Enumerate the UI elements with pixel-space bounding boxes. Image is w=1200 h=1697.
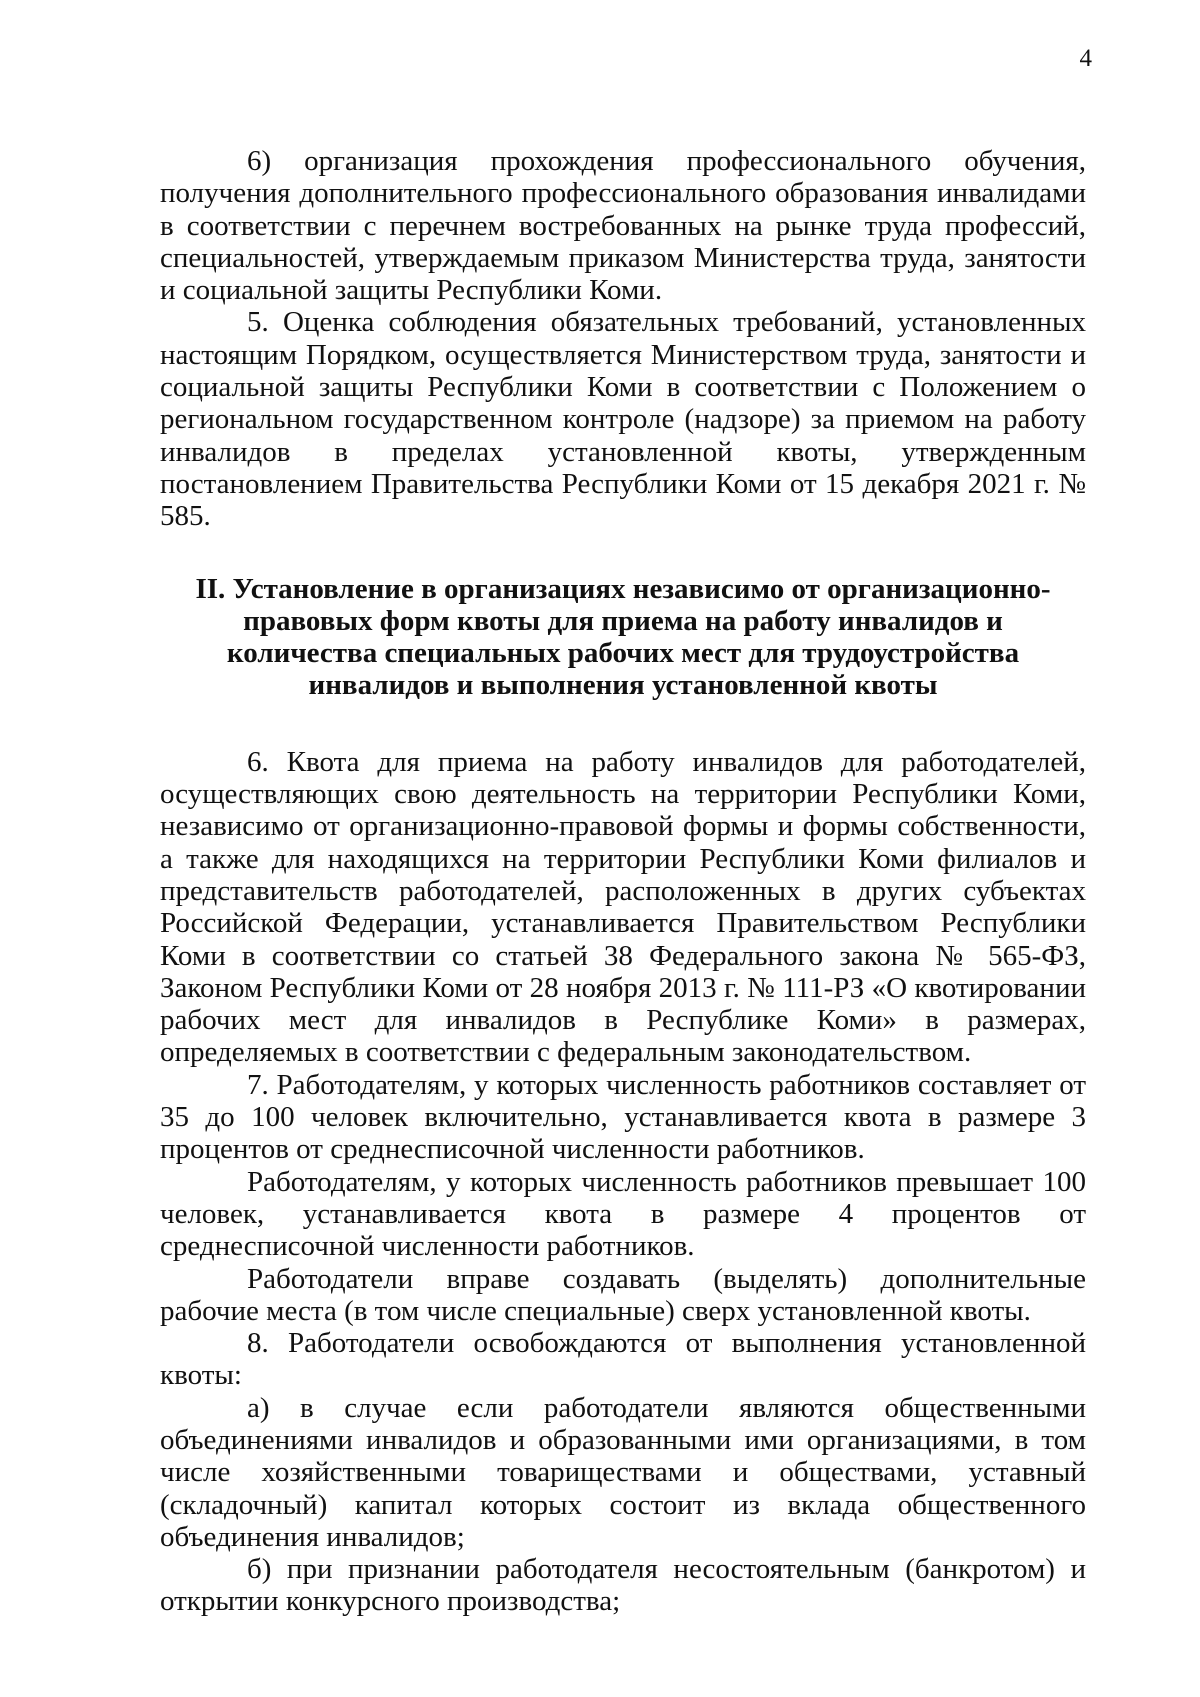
paragraph-exemption-a: а) в случае если работодатели являются общественными объединениями инвалидов и образованными ими организациями, в том числе хозяйственными товариществами и обществами, уставный (складочный) капитал которых состоит из вклада общественного объединения инвалидов; (160, 1391, 1086, 1553)
page-number: 4 (1079, 45, 1092, 72)
paragraph-7-quota-3-percent: 7. Работодателям, у которых численность работников составляет от 35 до 100 человек включительно, устанавливается квота в размере 3 процентов от среднесписочной численности работников. (160, 1068, 1086, 1166)
section-heading: II. Установление в организациях независимо от организационно-правовых форм квоты для приема на работу инвалидов и количества специальных рабочих мест для трудоустройства инвалидов и выполнения установленной квоты (195, 572, 1051, 702)
paragraph-item-6-vocational-training: 6) организация прохождения профессионального обучения, получения дополнительного профессионального образования инвалидами в соответствии с перечнем востребованных на рынке труда профессий, специальностей, утверждаемым приказом Министерства труда, занятости и социальной защиты Республики Коми. (160, 145, 1086, 307)
paragraph-5-compliance-assessment: 5. Оценка соблюдения обязательных требований, установленных настоящим Порядком, осуществляется Министерством труда, занятости и социальной защиты Республики Коми в соответствии с Положением о региональном государственном контроле (надзоре) за приемом на работу инвалидов в пределах установленной квоты, утвержденным постановлением Правительства Республики Коми от 15 декабря 2021 г. № 585. (160, 306, 1086, 533)
paragraph-quota-4-percent: Работодателям, у которых численность работников превышает 100 человек, устанавливается квота в размере 4 процентов от среднесписочной численности работников. (160, 1165, 1086, 1263)
paragraph-8-exemption: 8. Работодатели освобождаются от выполнения установленной квоты: (160, 1327, 1086, 1392)
document-body (160, 145, 1086, 1618)
paragraph-additional-workplaces: Работодатели вправе создавать (выделять) дополнительные рабочие места (в том числе специальные) сверх установленной квоты. (160, 1262, 1086, 1327)
paragraph-6-quota: 6. Квота для приема на работу инвалидов для работодателей, осуществляющих свою деятельность на территории Республики Коми, независимо от организационно-правовой формы и формы собственности, а также для находящихся на территории Республики Коми филиалов и представительств работодателей, расположенных в других субъектах Российской Федерации, устанавливается Правительством Республики Коми в соответствии со статьей 38 Федерального закона № 565-ФЗ, Законом Республики Коми от 28 ноября 2013 г. № 111-РЗ «О квотировании рабочих мест для инвалидов в Республике Коми» в размерах, определяемых в соответствии с федеральным законодательством. (160, 745, 1086, 1069)
paragraph-exemption-b: б) при признании работодателя несостоятельным (банкротом) и открытии конкурсного производства; (160, 1553, 1086, 1618)
